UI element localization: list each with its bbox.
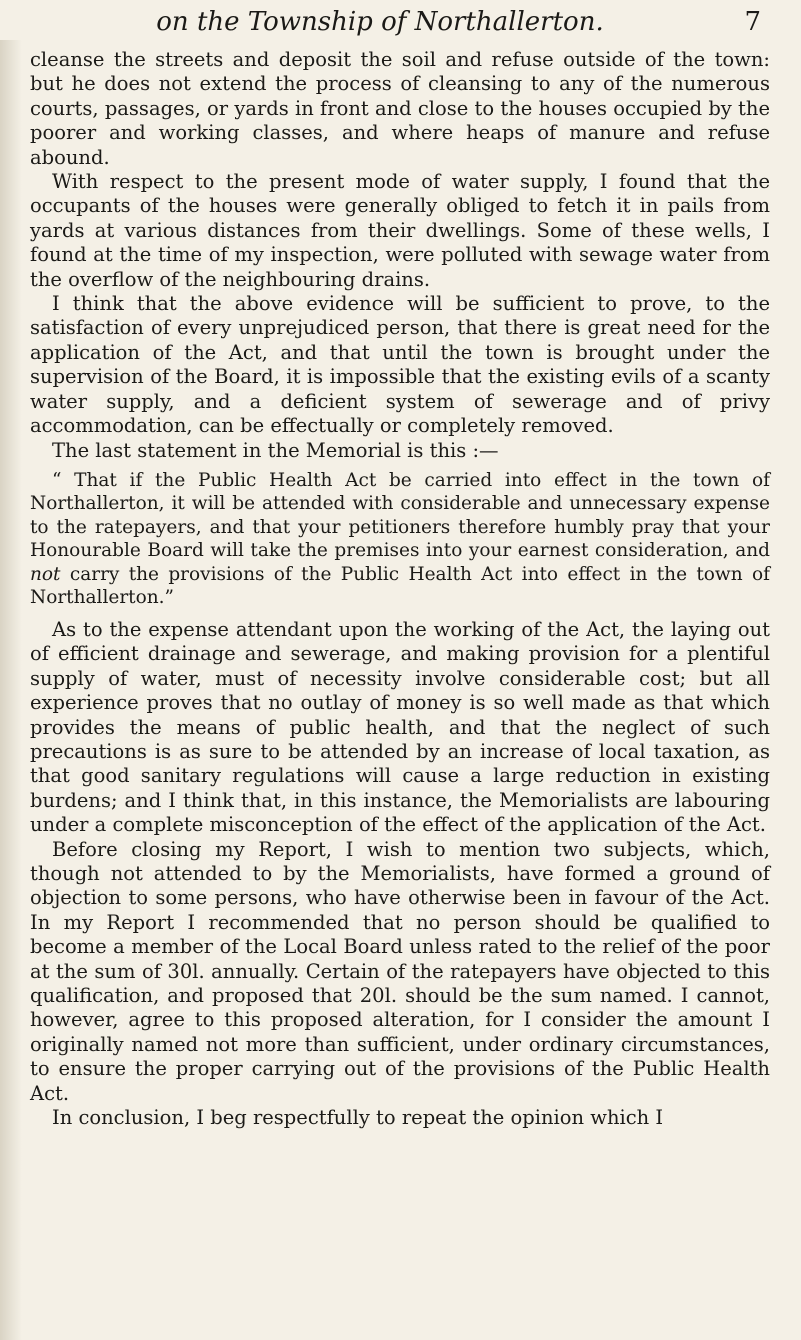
body-text (30, 48, 770, 1130)
quote-text: carry the provisions of the Public Health Act into effect in the town of Northallerton.” (30, 563, 770, 609)
paragraph: In conclusion, I beg respectfully to repeat the opinion which I (52, 1106, 664, 1130)
paragraph: I think that the above evidence will be sufficient to prove, to the satisfaction of every unprejudiced person, that there is great need for the application of the Act, and that until the town is brought under the supervision of the Board, it is impossible that the existing evils of a scanty water supply, and a deficient system of sewerage and of privy accommodation, can be effectually or completely removed. (30, 292, 770, 438)
page-header (0, 4, 801, 44)
quote-text: “ That if the Public Health Act be carried into effect in the town of Northallerton, it will be attended with considerable and unnecessary expense to the ratepayers, and that your petitioners therefore humbly pray that your Honourable Board will take the premises into your earnest consideration, and (30, 469, 770, 562)
memorial-quote (30, 469, 770, 610)
quote-emphasis: not (30, 563, 61, 585)
running-title: on the Township of Northallerton. (156, 7, 604, 37)
paragraph: The last statement in the Memorial is this :— (52, 438, 499, 462)
paragraph: cleanse the streets and deposit the soil and refuse outside of the town: but he does not extend the process of cleansing to any of the numerous courts, passages, or yards in front and close to the houses occupied by the poorer and working classes, and where heaps of manure and refuse abound. (30, 48, 770, 169)
paragraph: With respect to the present mode of water supply, I found that the occupants of the houses were generally obliged to fetch it in pails from yards at various distances from their dwellings. Some of these wells, I found at the time of my inspection, were polluted with sewage water from the overflow of the neighbouring drains. (30, 170, 770, 291)
binding-gutter (0, 40, 22, 1340)
paragraph: Before closing my Report, I wish to mention two subjects, which, though not attended to by the Memorialists, have formed a ground of objection to some persons, who have otherwise been in favour of the Act. In my Report I recommended that no person should be qualified to become a member of the Local Board unless rated to the relief of the poor at the sum of 30l. annually. Certain of the ratepayers have objected to this qualification, and proposed that 20l. should be the sum named. I cannot, however, agree to this proposed alteration, for I consider the amount I originally named not more than sufficient, under ordinary circumstances, to ensure the proper carrying out of the provisions of the Public Health Act. (30, 837, 770, 1105)
paragraph: As to the expense attendant upon the working of the Act, the laying out of efficient drainage and sewerage, and making provision for a plentiful supply of water, must of necessity involve considerable cost; but all experience proves that no outlay of money is so well made as that which provides the means of public health, and that the neglect of such precautions is as sure to be attended by an increase of local taxation, as that good sanitary regulations will cause a large reduction in existing burdens; and I think that, in this instance, the Memorialists are labouring under a complete misconception of the effect of the application of the Act. (30, 617, 770, 837)
page-number: 7 (744, 7, 761, 37)
